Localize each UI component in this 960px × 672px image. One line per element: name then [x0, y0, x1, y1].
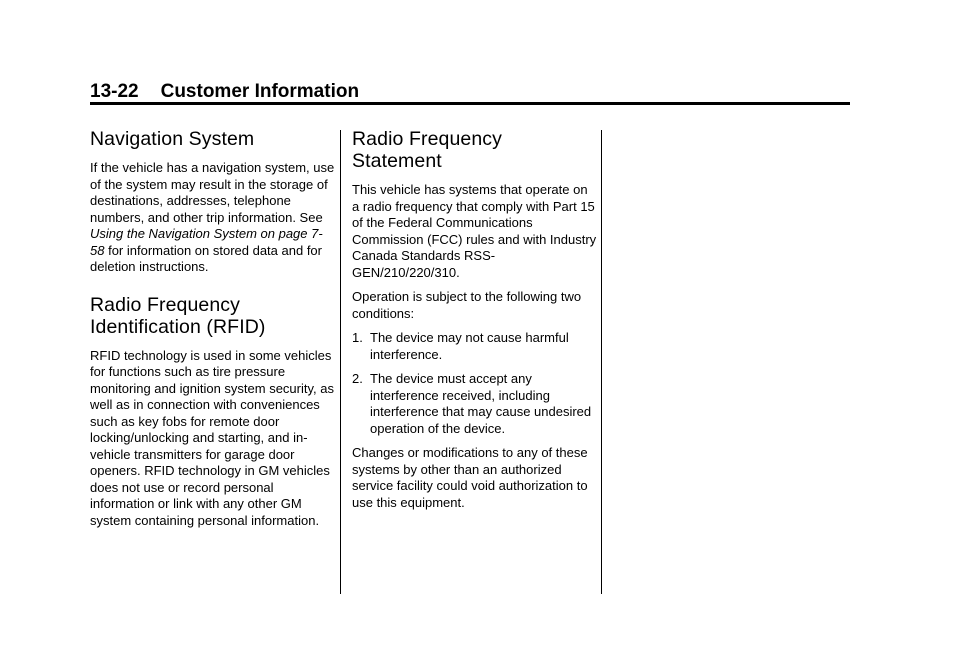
nav-cross-reference-link[interactable]: Using the Navigation System on page 7-58	[90, 226, 323, 258]
list-item	[352, 371, 598, 437]
rfs-heading-line2: Statement	[352, 150, 442, 172]
column-middle	[352, 124, 598, 519]
column-left	[90, 124, 336, 537]
rfid-heading-line1: Radio Frequency	[90, 293, 240, 316]
rfid-heading-line2: Identification (RFID)	[90, 315, 266, 338]
list-item	[352, 330, 598, 363]
conditions-list	[352, 330, 598, 437]
column-divider-right	[601, 130, 602, 594]
section-title: Customer Information	[160, 81, 360, 102]
page-number: 13-22	[90, 81, 139, 102]
nav-text-before: If the vehicle has a navigation system, use of the system may result in the storage of destinations, addresses, telephone numbers, and other trip information. See	[90, 160, 335, 225]
column-divider-left	[340, 130, 341, 594]
fcc-paragraph: This vehicle has systems that operate on a radio frequency that comply with Part 15 of the Federal Communications Commission (FCC) rules and with Industry Canada Standards RSS-GEN/210/220/310.	[352, 182, 597, 280]
navigation-system-heading: Navigation System	[90, 128, 255, 150]
modifications-paragraph: Changes or modifications to any of these systems by other than an authorized service facility could void authorization to use this equipment.	[352, 445, 588, 510]
list-item-text: The device must accept any interference received, including interference that may cause undesired operation of the device.	[370, 371, 592, 436]
list-item-number: 2.	[352, 371, 363, 386]
header-rule	[90, 102, 850, 105]
conditions-intro-paragraph: Operation is subject to the following two conditions:	[352, 289, 582, 321]
radio-frequency-statement-heading	[352, 128, 598, 172]
list-item-text: The device may not cause harmful interference.	[370, 330, 569, 362]
list-item-number: 1.	[352, 330, 363, 345]
nav-text-after: for information on stored data and for deletion instructions.	[90, 242, 322, 274]
rfs-heading-line1: Radio Frequency	[352, 128, 502, 150]
rfid-paragraph: RFID technology is used in some vehicles for functions such as tire pressure monitoring and ignition system security, as well as in connection with conveniences such as key fobs for remote door locking/unlocking and starting, and in-vehicle transmitters for garage door openers. RFID technology in GM vehicles does not use or record personal information or link with any other GM system containing personal information.	[90, 347, 334, 528]
rfid-heading	[90, 294, 336, 338]
navigation-system-paragraph	[90, 160, 336, 276]
